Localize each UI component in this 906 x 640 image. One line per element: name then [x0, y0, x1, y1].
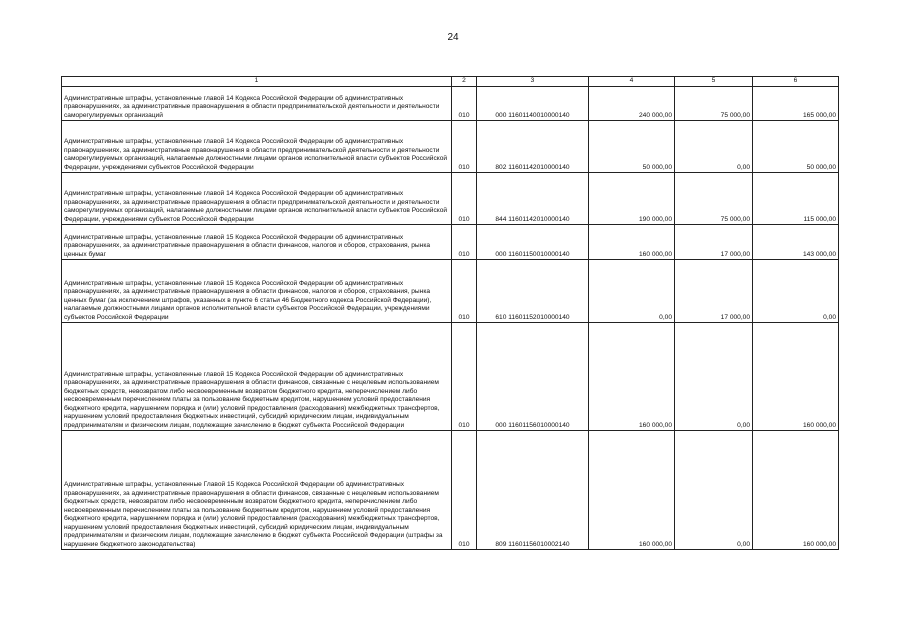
row-value-col5: 0,00 [675, 121, 753, 173]
row-value-col4: 0,00 [589, 260, 675, 323]
row-code: 010 [452, 87, 477, 121]
row-code: 010 [452, 431, 477, 550]
row-code: 010 [452, 121, 477, 173]
row-value-col4: 240 000,00 [589, 87, 675, 121]
column-header-5: 5 [675, 77, 753, 87]
row-code: 010 [452, 260, 477, 323]
column-header-3: 3 [477, 77, 589, 87]
table-row [62, 225, 839, 260]
row-value-col4: 160 000,00 [589, 323, 675, 431]
row-kbk: 000 11601156010000140 [477, 323, 589, 431]
row-value-col4: 190 000,00 [589, 173, 675, 225]
revenue-table [61, 76, 839, 550]
row-kbk: 000 11601150010000140 [477, 225, 589, 260]
column-header-1: 1 [62, 77, 452, 87]
page-number: 24 [447, 32, 459, 43]
table-row [62, 260, 839, 323]
row-name: Административные штрафы, установленные главой 14 Кодекса Российской Федерации об административных правонарушениях, за административные правонарушения в области предпринимательской деятельности и деятельности саморегулируемых организаций, налагаемые должностными лицами органов исполнительной власти субъектов Российской Федерации, учреждениями субъектов Российской Федерации [62, 121, 452, 173]
column-header-4: 4 [589, 77, 675, 87]
row-kbk: 000 11601140010000140 [477, 87, 589, 121]
column-header-6: 6 [753, 77, 839, 87]
row-value-col6: 160 000,00 [753, 323, 839, 431]
row-kbk: 844 11601142010000140 [477, 173, 589, 225]
header-row [62, 77, 839, 87]
row-value-col5: 17 000,00 [675, 225, 753, 260]
row-value-col4: 50 000,00 [589, 121, 675, 173]
row-value-col6: 165 000,00 [753, 87, 839, 121]
row-kbk: 610 11601152010000140 [477, 260, 589, 323]
row-name: Административные штрафы, установленные главой 14 Кодекса Российской Федерации об административных правонарушениях, за административные правонарушения в области предпринимательской деятельности и деятельности саморегулируемых организаций, налагаемые должностными лицами органов исполнительной власти субъектов Российской Федерации, учреждениями субъектов Российской Федерации [62, 173, 452, 225]
row-value-col5: 0,00 [675, 323, 753, 431]
table-row [62, 173, 839, 225]
table-row [62, 87, 839, 121]
row-value-col6: 143 000,00 [753, 225, 839, 260]
row-code: 010 [452, 323, 477, 431]
column-header-2: 2 [452, 77, 477, 87]
row-value-col5: 75 000,00 [675, 87, 753, 121]
row-value-col6: 50 000,00 [753, 121, 839, 173]
row-kbk: 809 11601156010002140 [477, 431, 589, 550]
row-name: Административные штрафы, установленные главой 15 Кодекса Российской Федерации об административных правонарушениях, за административные правонарушения в области финансов, налогов и сборов, страхования, рынка ценных бумаг [62, 225, 452, 260]
table-row [62, 323, 839, 431]
row-value-col4: 160 000,00 [589, 431, 675, 550]
row-name: Административные штрафы, установленные главой 15 Кодекса Российской Федерации об административных правонарушениях, за административные правонарушения в области финансов, связанные с нецелевым использованием бюджетных средств, невозвратом либо несвоевременным возвратом бюджетного кредита, неперечислением либо несвоевременным перечислением платы за пользование бюджетным кредитом, нарушением условий предоставления бюджетного кредита, нарушением порядка и (или) условий предоставления (расходования) межбюджетных трансфертов, нарушением условий предоставления бюджетных инвестиций, субсидий юридическим лицам, индивидуальным предпринимателям и физическим лицам, подлежащие зачислению в бюджет субъекта Российской Федерации [62, 323, 452, 431]
row-value-col5: 75 000,00 [675, 173, 753, 225]
row-value-col6: 0,00 [753, 260, 839, 323]
row-value-col6: 160 000,00 [753, 431, 839, 550]
row-kbk: 802 11601142010000140 [477, 121, 589, 173]
row-value-col4: 160 000,00 [589, 225, 675, 260]
row-value-col5: 0,00 [675, 431, 753, 550]
row-code: 010 [452, 225, 477, 260]
row-name: Административные штрафы, установленные Главой 15 Кодекса Российской Федерации об административных правонарушениях, за административные правонарушения в области финансов, связанные с нецелевым использованием бюджетных средств, невозвратом либо несвоевременным возвратом бюджетного кредита, неперечислением либо несвоевременным перечислением платы за пользование бюджетным кредитом, нарушением условий предоставления бюджетного кредита, нарушением порядка и (или) условий предоставления (расходования) межбюджетных трансфертов, нарушением условий предоставления бюджетных инвестиций, субсидий юридическим лицам, индивидуальным предпринимателям и физическим лицам, подлежащие зачислению в бюджет субъекта Российской Федерации (штрафы за нарушение бюджетного законодательства) [62, 431, 452, 550]
row-value-col6: 115 000,00 [753, 173, 839, 225]
row-name: Административные штрафы, установленные главой 15 Кодекса Российской Федерации об административных правонарушениях, за административные правонарушения в области финансов, налогов и сборов, страхования, рынка ценных бумаг (за исключением штрафов, указанных в пункте 6 статьи 46 Бюджетного кодекса Российской Федерации), налагаемые должностными лицами органов исполнительной власти субъектов Российской Федерации, учреждениями субъектов Российской Федерации [62, 260, 452, 323]
row-name: Административные штрафы, установленные главой 14 Кодекса Российской Федерации об административных правонарушениях, за административные правонарушения в области предпринимательской деятельности и деятельности саморегулируемых организаций [62, 87, 452, 121]
table-row [62, 431, 839, 550]
table-row [62, 121, 839, 173]
row-code: 010 [452, 173, 477, 225]
row-value-col5: 17 000,00 [675, 260, 753, 323]
